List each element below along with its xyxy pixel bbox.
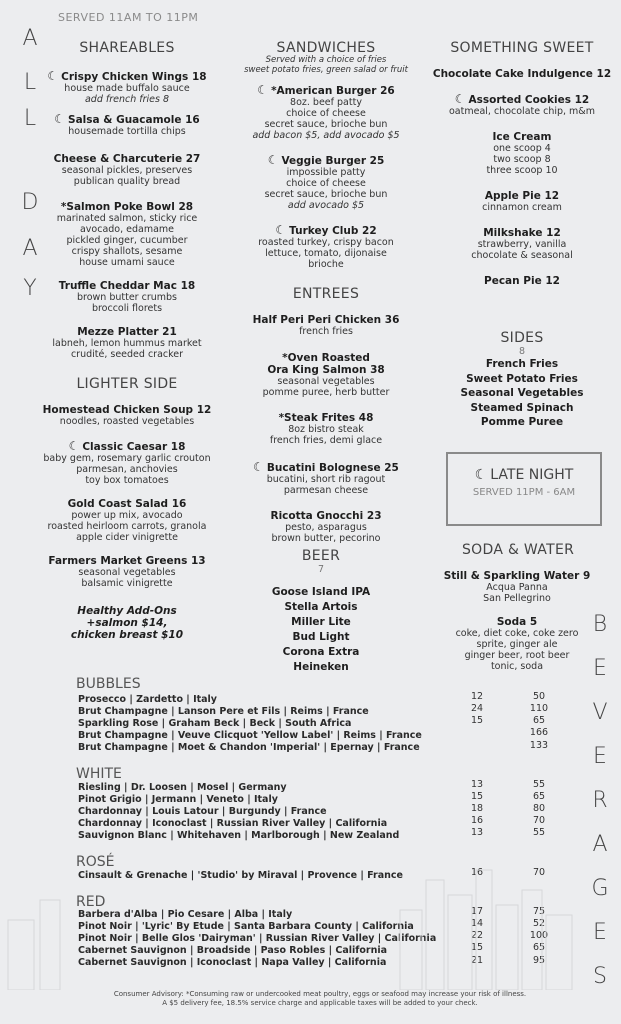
- moon-icon: ☾: [474, 467, 488, 483]
- moon-icon: ☾: [257, 83, 269, 97]
- wine-row: Sparkling Rose | Graham Beck | Beck | South Africa: [78, 718, 352, 729]
- item-desc: french fries: [299, 326, 353, 337]
- wine-section-title: WHITE: [76, 766, 122, 782]
- menu-item: [432, 570, 602, 604]
- item-desc: three scoop 10: [486, 165, 558, 176]
- beer-item: Corona Extra: [282, 646, 360, 658]
- menu-item: [432, 616, 602, 672]
- bottle-price: 80: [532, 803, 546, 814]
- glass-price: 15: [470, 791, 484, 802]
- item-desc: power up mix, avocado: [71, 510, 183, 521]
- item-note: add bacon $5, add avocado $5: [252, 130, 400, 141]
- late-night-box: [446, 452, 602, 526]
- glass-price: 21: [470, 955, 484, 966]
- item-name: *Steak Frites 48: [278, 412, 374, 424]
- bottle-price: 110: [529, 703, 549, 714]
- item-desc: labneh, lemon hummus market: [52, 338, 202, 349]
- wine-row: Brut Champagne | Moet & Chandon 'Imperial' | Epernay | France: [78, 742, 420, 753]
- moon-icon: ☾: [68, 439, 80, 453]
- item-name: Salsa & Guacamole 16: [68, 114, 200, 126]
- item-name: *American Burger 26: [271, 85, 395, 97]
- menu-item: [42, 439, 212, 486]
- item-desc: apple cider vinigrette: [76, 532, 178, 543]
- menu-item: [42, 201, 212, 268]
- glass-price: 16: [470, 815, 484, 826]
- bottle-price: 65: [532, 715, 546, 726]
- item-desc: broccoli florets: [91, 303, 163, 314]
- item-desc: cinnamon cream: [482, 202, 562, 213]
- letter: L: [23, 70, 37, 95]
- late-night-hours: SERVED 11PM - 6AM: [472, 487, 576, 498]
- item-desc: avocado, edamame: [79, 224, 175, 235]
- letter: G: [591, 876, 609, 901]
- wine-section-title: ROSÉ: [76, 854, 115, 870]
- bottle-price: 50: [532, 691, 546, 702]
- beer-item: Miller Lite: [291, 616, 351, 628]
- side-item: Steamed Spinach: [470, 401, 574, 414]
- menu-item: [432, 131, 612, 176]
- item-desc: crispy shallots, sesame: [71, 246, 183, 257]
- item-name: Crispy Chicken Wings 18: [61, 71, 207, 83]
- bottle-price: 65: [532, 791, 546, 802]
- late-night-title: LATE NIGHT: [490, 467, 574, 483]
- moon-icon: ☾: [454, 92, 466, 106]
- item-desc: house made buffalo sauce: [64, 83, 190, 94]
- letter: R: [592, 788, 608, 813]
- bottle-price: 55: [532, 827, 546, 838]
- item-desc: seasonal vegetables: [277, 376, 375, 387]
- wine-row: Cinsault & Grenache | 'Studio' by Miraval | Provence | France: [78, 870, 403, 881]
- item-name: Apple Pie 12: [484, 190, 560, 202]
- wine-row: Chardonnay | Iconoclast | Russian River Valley | California: [78, 818, 388, 829]
- letter: D: [21, 190, 39, 215]
- item-name: Bucatini Bolognese 25: [266, 462, 399, 474]
- item-desc: roasted turkey, crispy bacon: [258, 237, 394, 248]
- wine-row: Brut Champagne | Lanson Pere et Fils | Reims | France: [78, 706, 369, 717]
- item-desc: crudité, seeded cracker: [70, 349, 184, 360]
- letter: A: [22, 26, 38, 51]
- menu-item: [42, 326, 212, 360]
- bottle-price: 70: [532, 815, 546, 826]
- letter: Y: [23, 276, 37, 301]
- letter: S: [593, 964, 607, 989]
- advisory-line: A $5 delivery fee, 18.5% service charge and applicable taxes will be added to your check.: [162, 999, 478, 1007]
- moon-icon: ☾: [275, 223, 287, 237]
- bottle-price: 133: [529, 740, 549, 751]
- glass-price: 18: [470, 803, 484, 814]
- wine-row: Riesling | Dr. Loosen | Mosel | Germany: [78, 782, 287, 793]
- item-desc: San Pellegrino: [483, 593, 551, 604]
- beer-price: 7: [317, 564, 325, 575]
- item-desc: parmesan, anchovies: [76, 464, 178, 475]
- letter: L: [23, 106, 37, 131]
- item-desc: noodles, roasted vegetables: [59, 416, 195, 427]
- menu-item: [236, 314, 416, 337]
- item-desc: french fries, demi glace: [269, 435, 383, 446]
- item-desc: secret sauce, brioche bun: [264, 189, 388, 200]
- section-subtitle: Served with a choice of fries: [265, 55, 387, 65]
- item-name: Veggie Burger 25: [281, 155, 385, 167]
- item-name: Truffle Cheddar Mac 18: [58, 280, 196, 292]
- menu-item: [236, 83, 416, 141]
- beer-item: Stella Artois: [284, 601, 358, 613]
- item-name: Chocolate Cake Indulgence 12: [432, 68, 612, 80]
- item-name: Half Peri Peri Chicken 36: [252, 314, 400, 326]
- item-desc: balsamic vinigrette: [81, 578, 173, 589]
- glass-price: 17: [470, 906, 484, 917]
- letter: E: [593, 920, 607, 945]
- menu-item: [432, 190, 612, 213]
- section-subtitle: sweet potato fries, green salad or fruit: [244, 64, 408, 75]
- item-name: Gold Coast Salad 16: [67, 498, 187, 510]
- wine-row: Chardonnay | Louis Latour | Burgundy | France: [78, 806, 327, 817]
- item-desc: pesto, asparagus: [285, 522, 367, 533]
- beer-item: Bud Light: [292, 631, 350, 643]
- item-desc: house umami sauce: [79, 257, 175, 268]
- side-item: French Fries: [485, 358, 559, 370]
- menu-item: [42, 69, 212, 105]
- letter: E: [593, 744, 607, 769]
- item-name: *Salmon Poke Bowl 28: [60, 201, 194, 213]
- bottle-price: 166: [529, 727, 549, 738]
- item-desc: seasonal vegetables: [78, 567, 176, 578]
- moon-icon: ☾: [267, 153, 279, 167]
- menu-item: [432, 227, 612, 261]
- addon-line: chicken breast $10: [70, 629, 184, 641]
- item-name: Pecan Pie 12: [484, 275, 560, 287]
- wine-row: Barbera d'Alba | Pio Cesare | Alba | Italy: [78, 909, 293, 920]
- item-desc: pickled ginger, cucumber: [66, 235, 188, 246]
- section-title: SIDES: [500, 330, 544, 346]
- item-desc: 8oz. beef patty: [290, 97, 362, 108]
- section-title: SHAREABLES: [79, 40, 175, 56]
- item-desc: toy box tomatoes: [85, 475, 169, 486]
- menu-item: [236, 510, 416, 544]
- item-name: Soda 5: [496, 616, 538, 628]
- item-desc: impossible patty: [286, 167, 366, 178]
- bottle-price: 70: [532, 867, 546, 878]
- consumer-advisory: [70, 990, 570, 1008]
- menu-item: [42, 112, 212, 137]
- item-name: *Oven Roasted Ora King Salmon 38: [267, 352, 385, 376]
- glass-price: 13: [470, 827, 484, 838]
- section-title: SODA & WATER: [462, 542, 575, 558]
- wine-row: Cabernet Sauvignon | Iconoclast | Napa Valley | California: [78, 957, 387, 968]
- beer-section: [236, 548, 406, 675]
- side-item: Sweet Potato Fries: [466, 372, 578, 385]
- glass-price: 15: [470, 715, 484, 726]
- glass-price: 22: [470, 930, 484, 941]
- item-desc: brioche: [308, 259, 344, 270]
- menu-item: [432, 68, 612, 80]
- item-desc: two scoop 8: [493, 154, 551, 165]
- bottle-price: 52: [532, 918, 546, 929]
- menu-item: [42, 555, 212, 589]
- item-desc: brown butter, pecorino: [271, 533, 381, 544]
- item-name: Homestead Chicken Soup 12: [42, 404, 212, 416]
- glass-price: 12: [470, 691, 484, 702]
- item-desc: pomme puree, herb butter: [262, 387, 390, 398]
- healthy-addons: [42, 605, 212, 641]
- item-desc: bucatini, short rib ragout: [266, 474, 386, 485]
- glass-price: 15: [470, 942, 484, 953]
- menu-item: [236, 412, 416, 446]
- item-desc: strawberry, vanilla: [477, 239, 567, 250]
- side-item: Seasonal Vegetables: [460, 387, 584, 399]
- soda-section: [432, 542, 602, 679]
- bottle-price: 100: [529, 930, 549, 941]
- item-name: Still & Sparkling Water 9: [443, 570, 591, 582]
- moon-icon: ☾: [54, 112, 66, 126]
- menu-item: [236, 460, 416, 496]
- sides-section: [432, 330, 612, 430]
- sweet-section: [432, 40, 612, 294]
- section-title: ENTREES: [292, 286, 360, 302]
- letter: A: [592, 832, 608, 857]
- shareables-section: [42, 40, 212, 367]
- item-desc: parmesan cheese: [283, 485, 369, 496]
- lighter-side-section: [42, 376, 212, 648]
- wine-section-title: BUBBLES: [76, 676, 141, 692]
- bottle-price: 55: [532, 779, 546, 790]
- menu-item: [42, 404, 212, 427]
- item-name: Ricotta Gnocchi 23: [270, 510, 382, 522]
- advisory-line: Consumer Advisory: *Consuming raw or undercooked meat poultry, eggs or seafood may increase your risk of illness.: [113, 990, 527, 998]
- menu-item: [42, 153, 212, 187]
- moon-icon: ☾: [47, 69, 59, 83]
- glass-price: 24: [470, 703, 484, 714]
- item-note: add avocado $5: [287, 200, 365, 211]
- item-desc: 8oz bistro steak: [288, 424, 364, 435]
- item-note: add french fries 8: [84, 94, 170, 105]
- wine-section-title: RED: [76, 894, 106, 910]
- side-item: Pomme Puree: [480, 416, 564, 428]
- bottle-price: 95: [532, 955, 546, 966]
- item-desc: marinated salmon, sticky rice: [56, 213, 198, 224]
- section-title: SANDWICHES: [276, 40, 376, 56]
- item-name: Milkshake 12: [483, 227, 561, 239]
- glass-price: 14: [470, 918, 484, 929]
- skyline-decoration: [0, 860, 621, 990]
- item-desc: Acqua Panna: [486, 582, 548, 593]
- wine-row: Pinot Grigio | Jermann | Veneto | Italy: [78, 794, 278, 805]
- letter: A: [22, 236, 38, 261]
- item-desc: tonic, soda: [490, 661, 544, 672]
- section-title: BEER: [301, 548, 341, 564]
- glass-price: 13: [470, 779, 484, 790]
- item-desc: choice of cheese: [286, 178, 366, 189]
- item-name: Ice Cream: [492, 131, 552, 143]
- glass-price: 16: [470, 867, 484, 878]
- bottle-price: 75: [532, 906, 546, 917]
- menu-item: [42, 498, 212, 543]
- menu-item: [432, 275, 612, 287]
- menu-item: [432, 92, 612, 117]
- item-desc: oatmeal, chocolate chip, m&m: [449, 106, 595, 117]
- item-desc: lettuce, tomato, dijonaise: [265, 248, 387, 259]
- wine-row: Brut Champagne | Veuve Clicquot 'Yellow Label' | Reims | France: [78, 730, 422, 741]
- menu-item: [236, 352, 416, 398]
- item-desc: brown butter crumbs: [76, 292, 177, 303]
- letter: V: [592, 700, 608, 725]
- item-desc: secret sauce, brioche bun: [264, 119, 388, 130]
- section-title: LIGHTER SIDE: [76, 376, 178, 392]
- item-desc: coke, diet coke, coke zero: [455, 628, 579, 639]
- letter: B: [592, 612, 608, 637]
- item-name: Farmers Market Greens 13: [48, 555, 206, 567]
- entrees-section: [236, 286, 416, 551]
- addons-title: Healthy Add-Ons: [77, 605, 177, 617]
- item-desc: ginger beer, root beer: [464, 650, 570, 661]
- wine-row: Prosecco | Zardetto | Italy: [78, 694, 218, 705]
- letter: E: [593, 656, 607, 681]
- item-name: Assorted Cookies 12: [468, 94, 590, 106]
- menu-item: [42, 280, 212, 314]
- item-desc: choice of cheese: [286, 108, 366, 119]
- item-desc: one scoop 4: [493, 143, 551, 154]
- wine-row: Sauvignon Blanc | Whitehaven | Marlborough | New Zealand: [78, 830, 400, 841]
- item-desc: housemade tortilla chips: [68, 126, 186, 137]
- item-desc: roasted heirloom carrots, granola: [47, 521, 207, 532]
- item-desc: chocolate & seasonal: [471, 250, 573, 261]
- item-name: Classic Caesar 18: [82, 441, 186, 453]
- beer-item: Heineken: [293, 661, 349, 673]
- wine-row: Cabernet Sauvignon | Broadside | Paso Robles | California: [78, 945, 388, 956]
- item-name: Mezze Platter 21: [77, 326, 177, 338]
- beer-item: Goose Island IPA: [271, 586, 371, 598]
- menu-item: [236, 153, 416, 211]
- item-desc: baby gem, rosemary garlic crouton: [43, 453, 211, 464]
- addon-line: +salmon $14,: [86, 617, 168, 629]
- moon-icon: ☾: [253, 460, 264, 474]
- item-desc: sprite, ginger ale: [476, 639, 558, 650]
- item-name: Cheese & Charcuterie 27: [53, 153, 201, 165]
- sandwiches-section: [236, 40, 416, 277]
- item-desc: seasonal pickles, preserves: [61, 165, 193, 176]
- bottle-price: 65: [532, 942, 546, 953]
- item-name: Turkey Club 22: [289, 225, 377, 237]
- wine-row: Pinot Noir | Belle Glos 'Dairyman' | Russian River Valley | California: [78, 933, 437, 944]
- sides-price: 8: [518, 346, 526, 357]
- section-title: SOMETHING SWEET: [450, 40, 594, 56]
- menu-item: [236, 223, 416, 270]
- item-desc: publican quality bread: [73, 176, 181, 187]
- wine-row: Pinot Noir | 'Lyric' By Etude | Santa Barbara County | California: [78, 921, 414, 932]
- served-hours: SERVED 11AM TO 11PM: [58, 11, 199, 24]
